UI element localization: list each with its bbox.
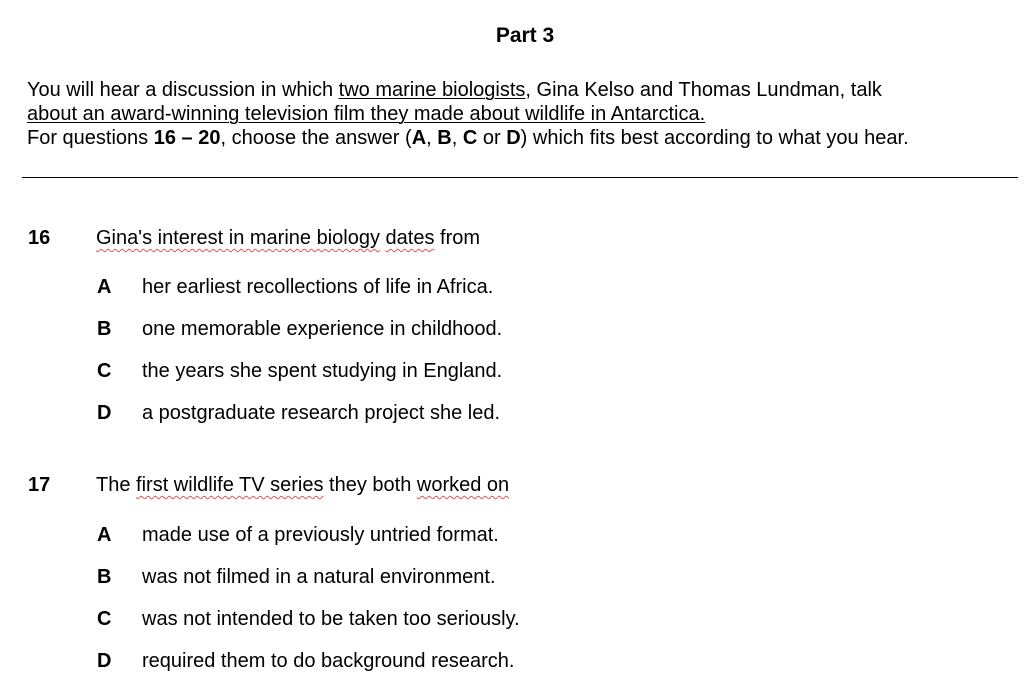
option-text: one memorable experience in childhood.: [142, 318, 503, 340]
option-17-a[interactable]: [0, 524, 1024, 554]
option-letter: C: [97, 608, 112, 630]
option-letter: A: [97, 276, 112, 298]
intro-line1-post: , Gina Kelso and Thomas Lundman, talk: [525, 79, 882, 101]
stem-part: first wildlife TV series: [136, 474, 324, 496]
sep: ,: [451, 127, 463, 149]
option-16-d[interactable]: [0, 402, 1024, 432]
letter-c: C: [462, 127, 478, 149]
intro-line2: about an award-winning television film they made about wildlife in Antarctica.: [27, 103, 706, 125]
stem-part: The: [96, 474, 137, 496]
intro-line1-pre: You will hear a discussion in which: [27, 79, 339, 101]
option-letter: D: [97, 402, 112, 424]
stem-part: marine biology: [249, 227, 380, 249]
option-text: was not filmed in a natural environment.: [142, 566, 496, 588]
intro-line3-mid: , choose the answer (: [220, 127, 412, 149]
letter-b: B: [437, 127, 452, 149]
option-text: the years she spent studying in England.: [142, 360, 503, 382]
option-text: required them to do background research.: [142, 650, 515, 672]
option-text: a postgraduate research project she led.: [142, 402, 500, 424]
question-stem: [96, 227, 480, 250]
stem-part: worked on: [416, 474, 510, 496]
question-stem: [96, 474, 509, 497]
option-letter: B: [97, 318, 112, 340]
option-text: made use of a previously untried format.: [142, 524, 499, 546]
divider: [22, 177, 1018, 178]
question-number: 16: [28, 227, 51, 249]
sep: ,: [426, 127, 438, 149]
stem-part: Gina's interest in: [96, 227, 250, 249]
stem-part: they both: [323, 474, 417, 496]
intro-line3-post: ) which fits best according to what you hear.: [520, 127, 909, 149]
sep: or: [477, 127, 507, 149]
option-text: her earliest recollections of life in Africa.: [142, 276, 494, 298]
part-title: Part 3: [495, 24, 555, 47]
option-letter: D: [97, 650, 112, 672]
option-16-b[interactable]: [0, 318, 1024, 348]
letter-a: A: [411, 127, 427, 149]
question-range: 16 – 20: [153, 127, 221, 149]
intro-line3-pre: For questions: [27, 127, 154, 149]
option-16-a[interactable]: [0, 276, 1024, 306]
option-17-c[interactable]: [0, 608, 1024, 638]
question-number: 17: [28, 474, 51, 496]
intro-line1-underlined: two marine biologists: [338, 79, 526, 101]
letter-d: D: [506, 127, 521, 149]
option-text: was not intended to be taken too seriously.: [142, 608, 520, 630]
stem-part: from: [434, 227, 481, 249]
option-17-b[interactable]: [0, 566, 1024, 596]
stem-part: dates: [385, 227, 435, 249]
option-letter: C: [97, 360, 112, 382]
option-letter: A: [97, 524, 112, 546]
option-letter: B: [97, 566, 112, 588]
option-17-d[interactable]: [0, 650, 1024, 680]
instructions: [27, 78, 1007, 150]
option-16-c[interactable]: [0, 360, 1024, 390]
